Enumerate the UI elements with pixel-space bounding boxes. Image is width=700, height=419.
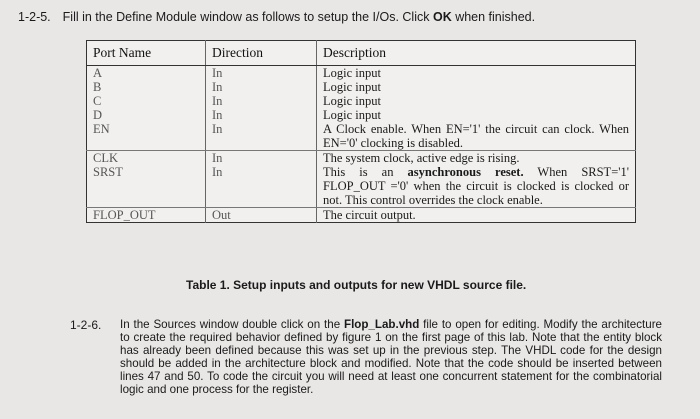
header-direction: Direction xyxy=(206,41,317,66)
substep-paragraph xyxy=(120,318,662,396)
direction-cell: In xyxy=(206,151,317,166)
table-row xyxy=(87,80,636,94)
io-setup-table xyxy=(86,40,636,223)
step-text-before: Fill in the Define Module window as follows to setup the I/Os. Click xyxy=(62,10,433,24)
srst-desc-before: This is an xyxy=(323,165,408,179)
port-cell: B xyxy=(93,80,102,94)
port-cell: FLOP_OUT xyxy=(93,208,156,222)
description-cell: Logic input xyxy=(317,80,636,94)
port-cell: EN xyxy=(87,122,206,151)
table-row xyxy=(87,94,636,108)
table-row xyxy=(87,165,636,208)
step-number: 1-2-5. xyxy=(18,10,51,24)
direction-cell: In xyxy=(206,165,317,208)
direction-cell: In xyxy=(206,94,317,108)
srst-desc-bold: asynchronous reset. xyxy=(407,165,524,179)
substep-text-after: file to open for editing. Modify the architecture to create the required behavior defined by figure 1 on the first page of this lab. Note that the entity block has already been defined because this was set up in the previous step. The VHDL code for the design should be added in the architecture block and modified. Note that the code should be inserted between lines 47 and 50. To code the circuit you will need at least one concurrent statement for the combinatorial logic and one process for the register. xyxy=(120,318,662,396)
table-row xyxy=(87,122,636,151)
port-cell: C xyxy=(93,94,102,108)
description-cell: Logic input xyxy=(317,66,636,81)
port-cell: CLK xyxy=(93,151,118,165)
table-row xyxy=(87,151,636,166)
description-cell: The circuit output. xyxy=(317,208,636,223)
port-cell: D xyxy=(93,108,103,122)
direction-cell: Out xyxy=(206,208,317,223)
step-heading xyxy=(18,10,535,24)
header-port-name: Port Name xyxy=(87,41,206,66)
substep-number: 1-2-6. xyxy=(70,318,102,332)
port-cell: A xyxy=(93,66,103,80)
table-header-row xyxy=(87,41,636,66)
description-cell: Logic input xyxy=(317,94,636,108)
description-cell: A Clock enable. When EN='1' the circuit can clock. When EN='0' clocking is disabled. xyxy=(317,122,636,151)
ok-keyword: OK xyxy=(432,10,452,24)
table-row xyxy=(87,108,636,122)
direction-cell: In xyxy=(206,122,317,151)
port-cell: SRST xyxy=(87,165,206,208)
direction-cell: In xyxy=(206,108,317,122)
direction-cell: In xyxy=(206,80,317,94)
srst-desc-after: When SRST='1' FLOP_OUT ='0' when the circuit is clocked is clocked or not. This control overrides the clock enable. xyxy=(323,165,629,207)
description-cell: The system clock, active edge is rising. xyxy=(317,151,636,166)
vhd-file-name: Flop_Lab.vhd xyxy=(343,318,420,331)
description-cell xyxy=(317,165,636,208)
description-cell: Logic input xyxy=(317,108,636,122)
substep-text-before: In the Sources window double click on the xyxy=(120,318,344,331)
direction-cell: In xyxy=(206,66,317,81)
step-text-after: when finished. xyxy=(451,10,536,24)
table-row xyxy=(87,208,636,223)
table-row xyxy=(87,66,636,81)
table-caption: Table 1. Setup inputs and outputs for new VHDL source file. xyxy=(186,278,527,292)
header-description: Description xyxy=(317,41,636,66)
